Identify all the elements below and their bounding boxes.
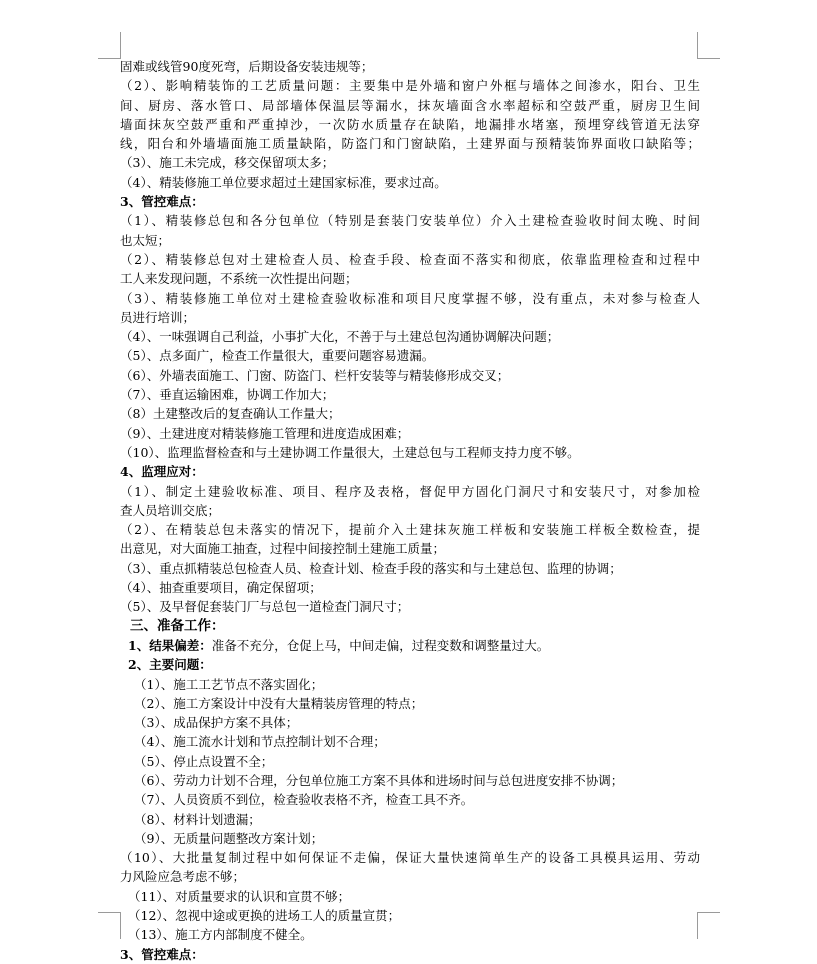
text-line: （3）、精装修施工单位对土建检查验收标准和项目尺度掌握不够，没有重点，未对参与检查人	[120, 290, 700, 306]
text-line: （3）、施工未完成，移交保留项太多；	[120, 155, 335, 171]
text-line: （1）、施工工艺节点不落实固化；	[134, 676, 324, 692]
crop-mark-top-left	[98, 32, 121, 59]
text-line: （4）、抽查重要项目，确定保留项；	[120, 580, 322, 596]
text-line: （11）、对质量要求的认识和宣贯不够；	[128, 888, 351, 904]
text-line: 出意见，对大面施工抽查，过程中间接控制土建施工质量；	[120, 541, 446, 557]
text-line: 间、厨房、落水管口、局部墙体保温层等漏水，抹灰墙面含水率超标和空鼓严重，厨房卫生间	[120, 97, 700, 113]
text-line: （6）、外墙表面施工、门窗、防盗门、栏杆安装等与精装修形成交叉；	[120, 367, 510, 383]
text-line: （2）、精装修总包对土建检查人员、检查手段、检查面不落实和彻底，依靠监理检查和过程中	[120, 251, 700, 267]
text-line: （4）、一味强调自己利益，小事扩大化，不善于与土建总包沟通协调解决问题；	[120, 329, 560, 345]
text-line: （5）、停止点设置不全；	[134, 753, 274, 769]
crop-mark-bottom-right	[697, 912, 720, 939]
text-line: （7）、垂直运输困难，协调工作加大；	[120, 387, 335, 403]
text-line: （3）、重点抓精装总包检查人员、检查计划、检查手段的落实和与土建总包、监理的协调；	[120, 560, 622, 576]
text-line: 查人员培训交底；	[120, 502, 221, 518]
text-line: （1）、精装修总包和各分包单位（特别是套装门安装单位）介入土建检查验收时间太晚、时间	[120, 213, 700, 229]
text-line: （4）、精装修施工单位要求超过土建国家标准，要求过高。	[120, 174, 447, 190]
text-line: 3、管控难点：	[120, 194, 204, 210]
text-line: （9）、土建进度对精装修施工管理和进度造成困难；	[120, 425, 410, 441]
text-line: （3）、成品保护方案不具体；	[134, 715, 299, 731]
text-line: （12）、忽视中途或更换的进场工人的质量宣贯；	[128, 908, 401, 924]
text-line: （10）、大批量复制过程中如何保证不走偏，保证大量快速简单生产的设备工具模具运用、劳动	[120, 850, 700, 866]
text-line: 4、监理应对：	[120, 464, 204, 480]
text-line: （5）、点多面广，检查工作量很大，重要问题容易遗漏。	[120, 348, 435, 364]
text-line: （2）、在精装总包未落实的情况下，提前介入土建抹灰施工样板和安装施工样板全数检查，提	[120, 522, 700, 538]
text-line: （13）、施工方内部制度不健全。	[128, 927, 313, 943]
text-line: （9）、无质量问题整改方案计划；	[134, 830, 324, 846]
text-line: 线，阳台和外墙墙面施工质量缺陷，防盗门和门窗缺陷，土建界面与预精装饰界面收口缺陷等；	[120, 136, 700, 152]
text-line: （2）、影响精装饰的工艺质量问题：主要集中是外墙和窗户外框与墙体之间渗水，阳台、卫生	[120, 78, 700, 94]
text-line-rest: 准备不充分，仓促上马，中间走偏，过程变数和调整量过大。	[211, 637, 550, 653]
crop-mark-bottom-left	[98, 912, 121, 939]
text-line: 2、主要问题：	[128, 657, 212, 673]
text-line: （7）、人员资质不到位，检查验收表格不齐，检查工具不齐。	[134, 792, 474, 808]
text-line: （10）、监理监督检查和与土建协调工作量很大，土建总包与工程师支持力度不够。	[120, 444, 580, 460]
text-line: 也太短；	[120, 232, 171, 248]
text-line: （8）、材料计划遗漏；	[134, 811, 261, 827]
text-line: （4）、施工流水计划和节点控制计划不合理；	[134, 734, 386, 750]
document-page	[120, 57, 700, 964]
text-line: 工人来发现问题，不系统一次性提出问题；	[120, 271, 358, 287]
text-line: 3、管控难点：	[120, 946, 204, 962]
text-line: （6）、劳动力计划不合理，分包单位施工方案不具体和进场时间与总包进度安排不协调；	[134, 772, 624, 788]
text-line: （8）土建整改后的复查确认工作量大；	[120, 406, 341, 422]
text-line: 力风险应急考虑不够；	[120, 869, 246, 885]
text-line: （2）、施工方案设计中没有大量精装房管理的特点；	[134, 695, 424, 711]
text-line: 员进行培训；	[120, 309, 196, 325]
text-line-lead: 1、结果偏差：	[128, 637, 212, 653]
text-line: （5）、及早督促套装门厂与总包一道检查门洞尺寸；	[120, 599, 410, 615]
text-line: 墙面抹灰空鼓严重和严重掉沙，一次防水质量存在缺陷，地漏排水堵塞，预埋穿线管道无法穿	[120, 116, 700, 132]
text-line	[120, 636, 700, 655]
text-line: （1）、制定土建验收标准、项目、程序及表格，督促甲方固化门洞尺寸和安装尺寸，对参加检	[120, 483, 700, 499]
text-line: 固难或线管90度死弯，后期设备安装违规等；	[120, 59, 374, 74]
text-line: 三、准备工作：	[130, 617, 225, 634]
crop-mark-top-right	[697, 32, 720, 59]
